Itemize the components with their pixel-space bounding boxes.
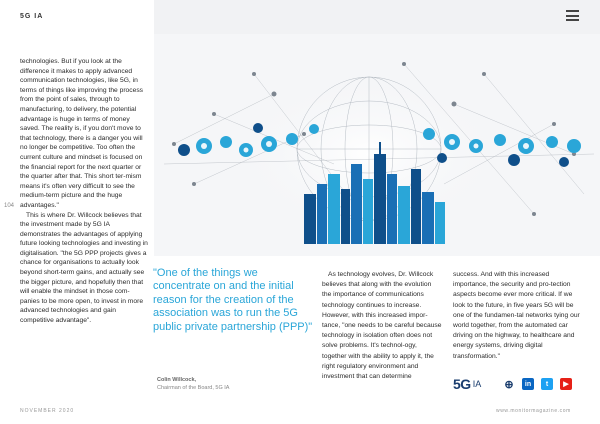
page-number-left: 104 — [4, 203, 15, 209]
issue-date: NOVEMBER 2020 — [20, 408, 75, 414]
5gia-logo[interactable] — [453, 376, 481, 392]
paragraph: This is where Dr. Willcock believes that the investment made by 5G IA demonstrates the advantages of applying future looking technologies and investing in digitalisation. "the 5G PPP projects gives a chance for organisations to actually look beyond short-term gains, and actually see the bigger picture, and hopefully then that will enable the mindset in those com-panies to be more open, to invest in more advanced technologies and gain competitive advantage". — [20, 211, 148, 325]
article-right-column — [453, 270, 583, 362]
social-links — [503, 378, 579, 390]
quote-author-name: Colin Willcock, — [157, 377, 197, 383]
paragraph: As technology evolves, Dr. Willcock believes that along with the evolution the importance of communications technology continues to increase. However, with this increased impor-tance, "one needs to be careful because technology in isolation often does not solve problems. It's technol-ogy, together with the ability to apply it, the right regulatory environment and investment that can determine — [322, 271, 442, 381]
logo-mark: 5G — [453, 376, 471, 392]
twitter-icon[interactable]: t — [541, 378, 553, 390]
quote-author-role: Chairman of the Board, 5G IA — [157, 385, 230, 391]
menu-icon[interactable] — [566, 10, 579, 21]
paragraph: technologies. But if you look at the difference it makes to apply advanced communication technologies, like 5G, in terms of things like improving the process from the point of sales, through to manufacturing, to delivery, the potential advantage is huge in terms of money saved. The reality is, if you don't move to that technology, there is a danger you will no longer be competitive. Too often the current culture and mindset is focused on the financial report for the next quarter or the quarter after that. This short ter-mism means it's often very difficult to see the medium-term picture and the huge advantages." — [20, 58, 144, 209]
top-bar-right — [154, 0, 600, 34]
youtube-icon[interactable]: ▶ — [560, 378, 572, 390]
pull-quote: "One of the things we concentrate on and the initial reason for the creation of the association was to run the 5G public private partnership (PPP)" — [153, 267, 313, 333]
hero-illustration — [154, 34, 600, 256]
magazine-url[interactable]: www.monitormagazine.com — [496, 408, 571, 414]
brand-label: 5G IA — [20, 13, 44, 20]
article-middle-column — [322, 270, 442, 382]
globe-icon[interactable]: ⊕ — [504, 378, 514, 391]
logo-suffix: IA — [472, 379, 482, 389]
quote-attribution — [157, 376, 229, 392]
top-bar-left — [0, 0, 154, 34]
article-left-column — [20, 57, 148, 326]
network-city-illustration — [154, 34, 600, 256]
linkedin-icon[interactable]: in — [522, 378, 534, 390]
paragraph: success. And with this increased importance, the security and pro-tection aspects become ever more critical. If we look to the future, in five years 5G will be one of the fundamen-tal networks tying our world together, from the automated car driving on the highway, to healthcare and energy systems, driving digital transformation." — [453, 271, 580, 360]
top-bar — [0, 0, 600, 34]
